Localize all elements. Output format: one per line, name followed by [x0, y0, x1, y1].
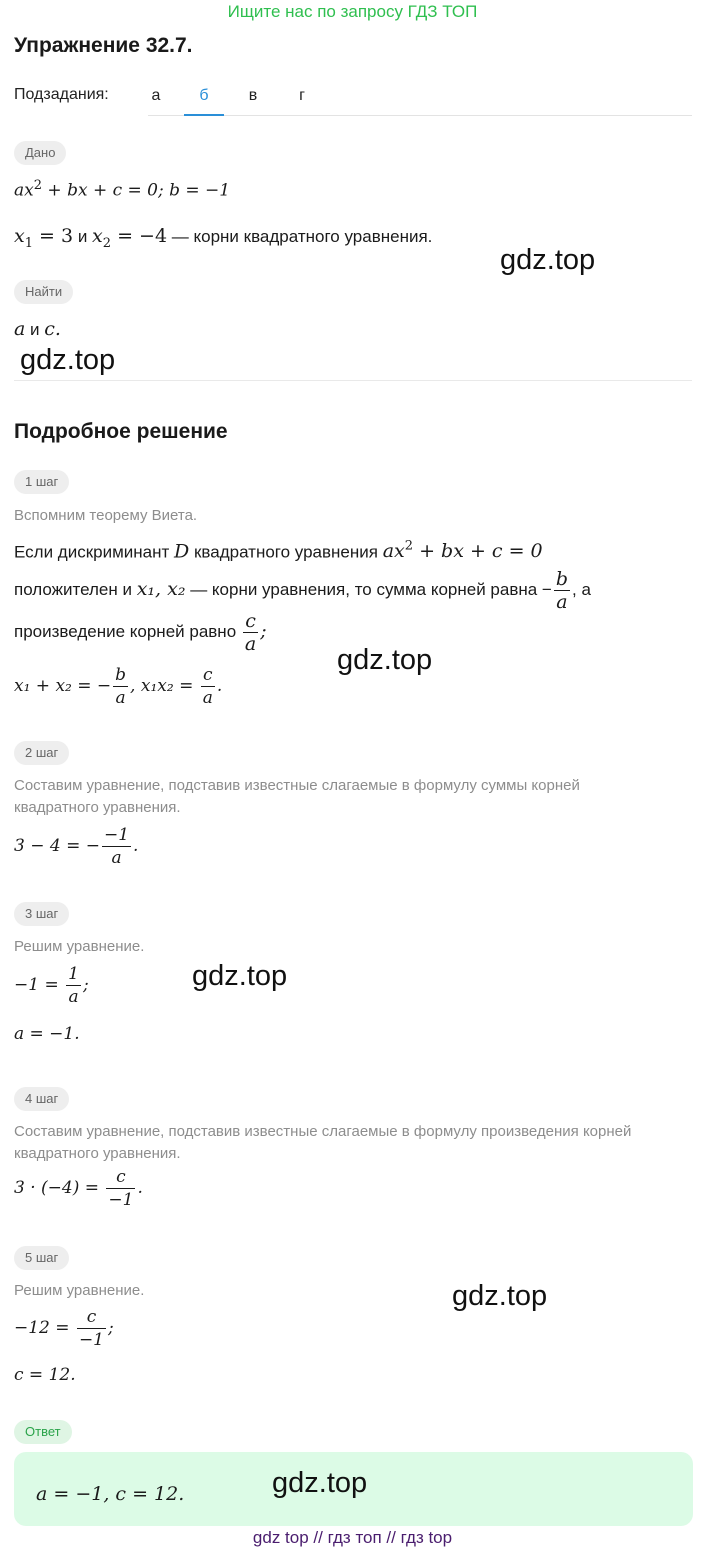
page-title: Упражнение 32.7.	[14, 34, 193, 57]
step-4-equation: 3 · (−4) = $\frac{c}{-1}$ .	[14, 1167, 143, 1210]
find-text: a и c.	[14, 318, 61, 340]
step-1-pill: 1 шаг	[14, 470, 69, 494]
step-2-equation: 3 − 4 = − $\frac{-1}{a}$ .	[14, 825, 139, 868]
tab-b[interactable]: б	[184, 80, 224, 116]
tab-g[interactable]: г	[299, 87, 305, 104]
subtasks-bar	[14, 80, 692, 116]
step-4-hint: Составим уравнение, подставив известные слагаемые в формулу произведения корней квадратного уравнения.	[14, 1123, 632, 1162]
step-2-hint: Составим уравнение, подставив известные слагаемые в формулу суммы корней квадратного уравнения.	[14, 777, 580, 816]
step-1-line-1: Если дискриминант D квадратного уравнения $ax^2$ + bx + c = 0	[14, 539, 543, 563]
watermark: gdz.top	[500, 244, 596, 276]
step-5-pill: 5 шаг	[14, 1246, 69, 1270]
step-3-hint: Решим уравнение.	[14, 938, 145, 955]
solution-title: Подробное решение	[14, 420, 228, 443]
find-pill: Найти	[14, 280, 73, 304]
tab-v[interactable]: в	[248, 87, 258, 104]
footer-links[interactable]: gdz top // гдз топ // гдз top	[252, 1528, 453, 1547]
step-1-hint: Вспомним теорему Виета.	[14, 507, 198, 524]
given-pill: Дано	[14, 141, 66, 165]
answer-text: a = −1, c = 12.	[36, 1483, 185, 1505]
step-3-equation: −1 = $\frac{1}{a}$ ;	[14, 964, 89, 1007]
step-2-pill: 2 шаг	[14, 741, 69, 765]
watermark: gdz.top	[192, 960, 288, 992]
subtasks-label: Подзадания:	[14, 86, 109, 103]
step-1-line-2: положителен и x₁, x₂ — корни уравнения, то сумма корней равна − $\frac{b}{a}$ , а	[14, 568, 591, 613]
section-divider	[14, 380, 692, 381]
watermark: gdz.top	[20, 344, 116, 376]
step-3-pill: 3 шаг	[14, 902, 69, 926]
watermark: gdz.top	[337, 644, 433, 676]
given-equation: $ax^2$ + bx + c = 0; b = −1	[14, 178, 231, 201]
watermark: gdz.top	[272, 1467, 368, 1499]
step-1-formula: x₁ + x₂ = − $\frac{b}{a}$ , x₁x₂ = $\frac{c}{a}$ .	[14, 665, 223, 708]
top-banner: Ищите нас по запросу ГДЗ ТОП	[227, 2, 478, 21]
subtasks-underline	[148, 115, 692, 116]
step-3-result: a = −1.	[14, 1024, 80, 1044]
step-1-line-3: произведение корней равно $\frac{c}{a}$ ;	[14, 610, 267, 655]
watermark: gdz.top	[452, 1280, 548, 1312]
step-5-hint: Решим уравнение.	[14, 1282, 145, 1299]
tab-a[interactable]: а	[151, 87, 161, 104]
step-5-equation: −12 = $\frac{c}{-1}$ ;	[14, 1307, 114, 1350]
step-5-result: c = 12.	[14, 1365, 76, 1385]
step-4-pill: 4 шаг	[14, 1087, 69, 1111]
answer-pill: Ответ	[14, 1420, 72, 1444]
given-roots: $x_1 = 3$ и $x_2 = -4$ — корни квадратного уравнения.	[14, 225, 433, 251]
